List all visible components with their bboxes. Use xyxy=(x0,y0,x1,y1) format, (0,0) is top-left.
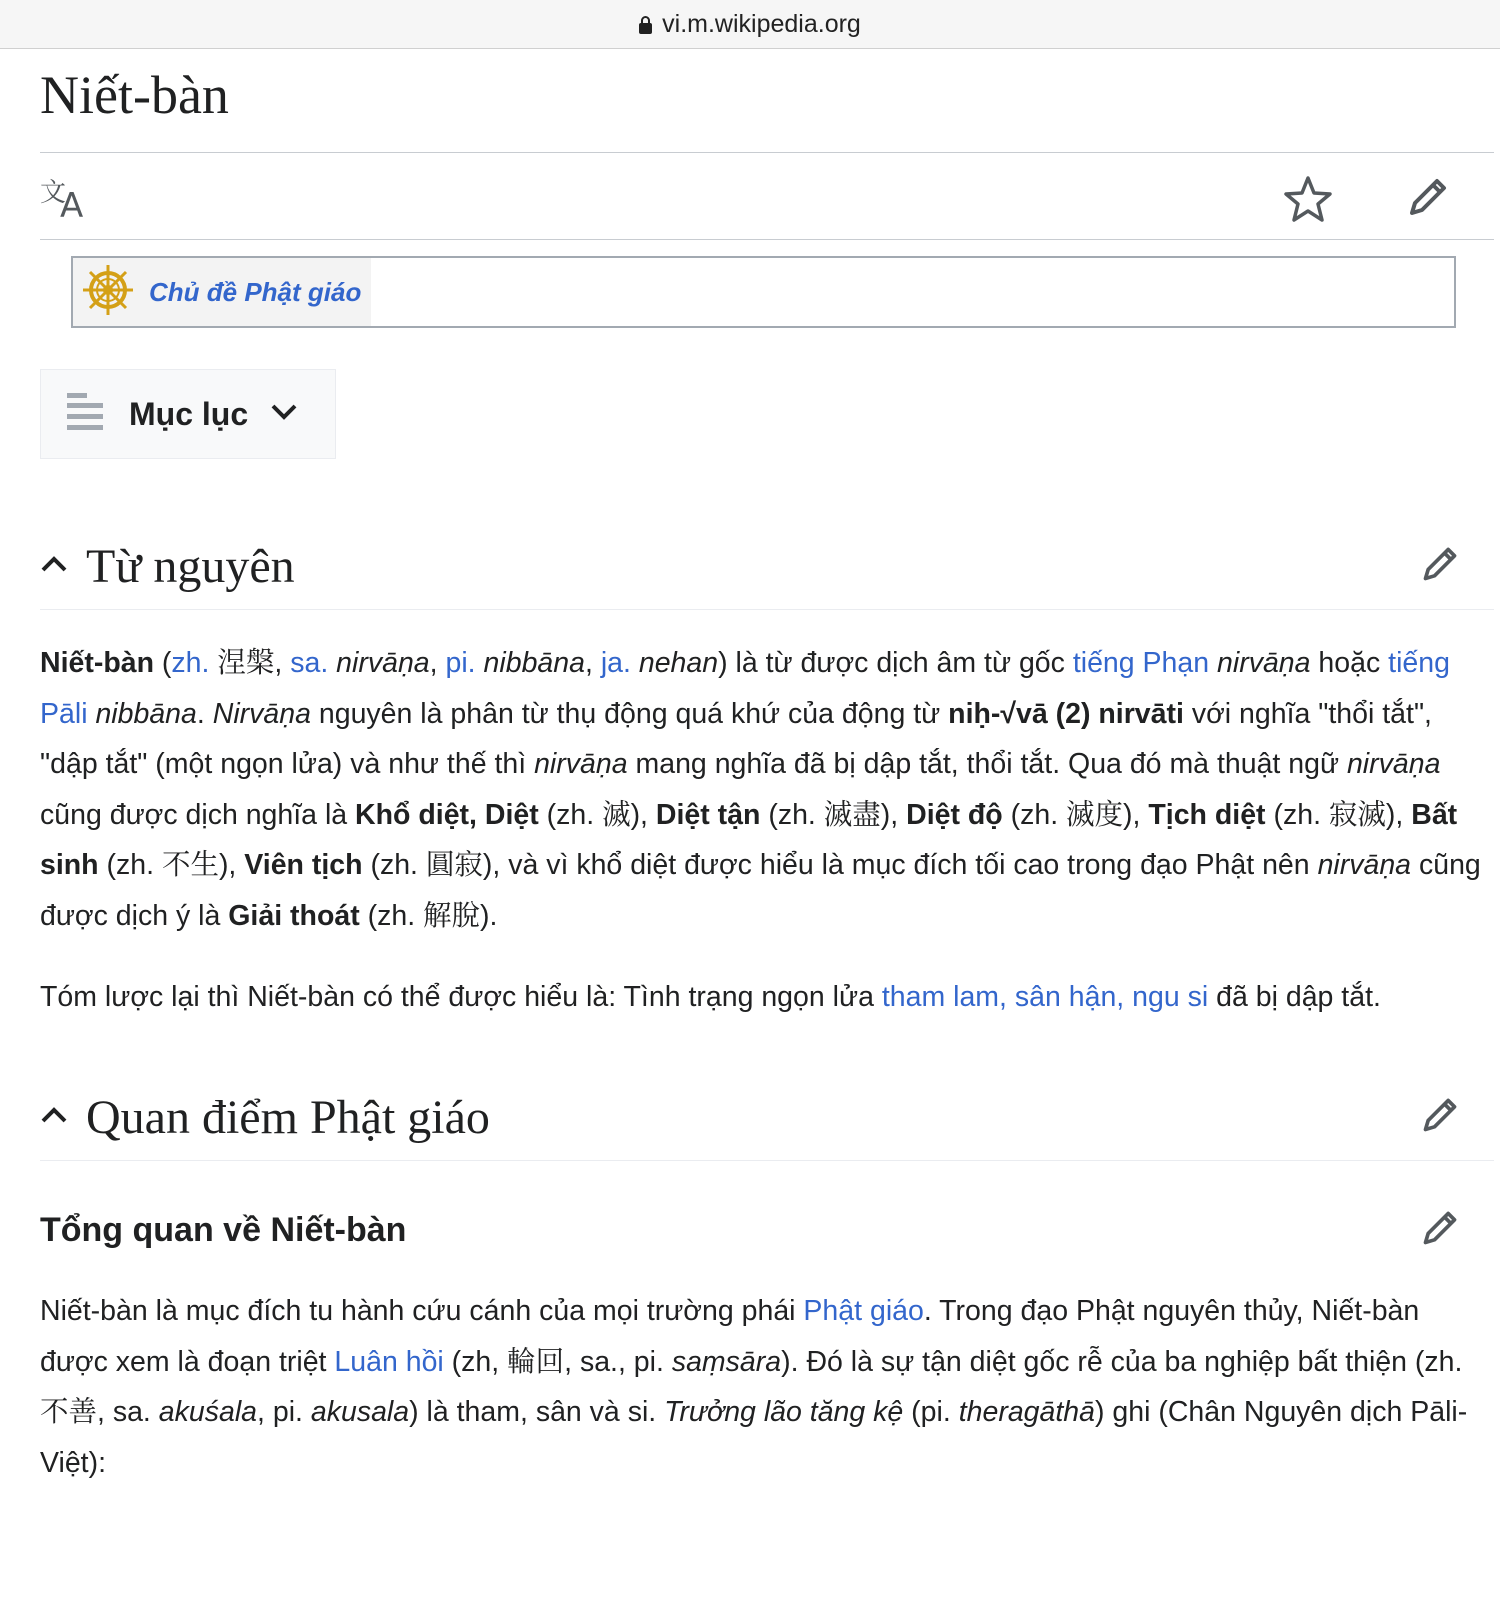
link-zh[interactable]: zh. xyxy=(171,647,210,679)
article-content xyxy=(40,48,1494,1489)
paragraph-etymology: Niết-bàn (zh. 涅槃, sa. nirvāṇa, pi. nibbāna, ja. nehan) là từ được dịch âm từ gốc tiếng Phạn nirvāṇa hoặc tiếng Pāli nibbāna. Nirvāṇa nguyên là phân từ thụ động quá khứ của động từ niḥ-√vā (2) nirvāti với nghĩa "thổi tắt", "dập tắt" (một ngọn lửa) và như thế thì nirvāṇa mang nghĩa đã bị dập tắt, thổi tắt. Qua đó mà thuật ngữ nirvāṇa cũng được dịch nghĩa là Khổ diệt, Diệt (zh. 滅), Diệt tận (zh. 滅盡), Diệt độ (zh. 滅度), Tịch diệt (zh. 寂滅), Bất sinh (zh. 不生), Viên tịch (zh. 圓寂), và vì khổ diệt được hiểu là mục đích tối cao trong đạo Phật nên nirvāṇa cũng được dịch ý là Giải thoát (zh. 解脫). xyxy=(40,647,1481,932)
svg-text:A: A xyxy=(60,186,84,219)
page-actions-bar xyxy=(40,152,1494,240)
svg-text:文: 文 xyxy=(40,178,67,208)
subsection-heading xyxy=(40,1197,1494,1263)
chevron-down-icon xyxy=(270,403,298,426)
toc-label: Mục lục xyxy=(129,395,249,432)
section-heading-quan-diem[interactable] xyxy=(40,1074,1494,1161)
language-icon[interactable] xyxy=(40,175,90,224)
url-text: vi.m.wikipedia.org xyxy=(662,9,861,38)
paragraph-overview: Niết-bàn là mục đích tu hành cứu cánh của mọi trường phái Phật giáo. Trong đạo Phật nguyên thủy, Niết-bàn được xem là đoạn triệt Luân hồi (zh, 輪回, sa., pi. saṃsāra). Đó là sự tận diệt gốc rễ của ba nghiệp bất thiện (zh. 不善, sa. akuśala, pi. akusala) là tham, sân và si. Trưởng lão tăng kệ (pi. theragāthā) ghi (Chân Nguyên dịch Pāli-Việt): xyxy=(40,1295,1468,1479)
list-icon xyxy=(67,393,103,436)
link-sa[interactable]: sa. xyxy=(290,647,329,679)
paragraph-summary: Tóm lược lại thì Niết-bàn có thể được hiểu là: Tình trạng ngọn lửa tham lam, sân hận, ngu si đã bị dập tắt. xyxy=(40,980,1381,1013)
link-tieng-pali[interactable]: tiếng Pāli xyxy=(40,647,1450,730)
dharma-wheel-icon xyxy=(81,263,135,322)
edit-section-icon[interactable] xyxy=(1420,544,1460,589)
portal-label: Chủ đề Phật giáo xyxy=(149,276,362,307)
subsection-title: Tổng quan về Niết-bàn xyxy=(40,1210,407,1249)
link-luan-hoi[interactable]: Luân hồi xyxy=(334,1345,444,1378)
edit-page-icon[interactable] xyxy=(1406,175,1450,224)
link-pi[interactable]: pi. xyxy=(445,647,476,679)
edit-subsection-icon[interactable] xyxy=(1420,1208,1460,1253)
link-ja[interactable]: ja. xyxy=(600,647,631,679)
edit-section-icon[interactable] xyxy=(1420,1095,1460,1140)
chevron-up-icon xyxy=(40,1106,68,1129)
toc-button[interactable] xyxy=(40,369,336,459)
chevron-up-icon xyxy=(40,555,68,578)
link-tieng-phan[interactable]: tiếng Phạn xyxy=(1072,647,1210,679)
section-heading-tu-nguyen[interactable] xyxy=(40,523,1494,610)
link-tham-san-si[interactable]: tham lam, sân hận, ngu si xyxy=(881,980,1209,1013)
link-phat-giao[interactable]: Phật giáo xyxy=(803,1295,924,1328)
portal-box xyxy=(71,256,1456,328)
address-bar[interactable] xyxy=(0,0,1500,49)
page-title: Niết-bàn xyxy=(40,65,229,125)
section-title: Quan điểm Phật giáo xyxy=(86,1090,490,1144)
section-title: Từ nguyên xyxy=(86,539,295,593)
watch-star-icon[interactable] xyxy=(1284,175,1332,228)
portal-link[interactable] xyxy=(73,258,371,326)
lock-icon xyxy=(639,16,652,34)
